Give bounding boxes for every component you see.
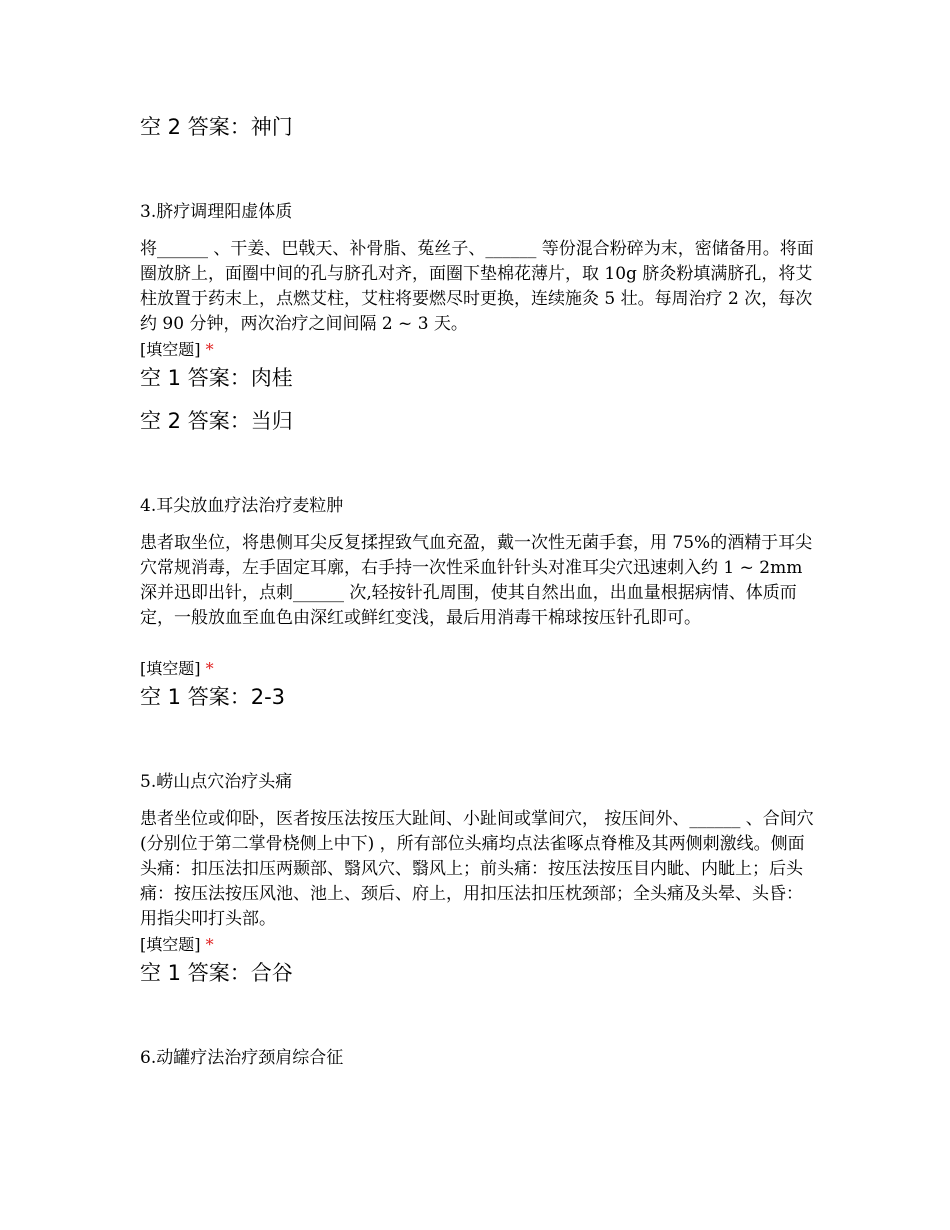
q4-type-label: [填空题] — [140, 659, 201, 678]
q3-type-label: [填空题] — [140, 340, 201, 359]
q3-title: 3.脐疗调理阳虚体质 — [140, 202, 293, 222]
q4-required-mark: * — [205, 659, 214, 678]
q4-type — [140, 658, 214, 680]
q5-title: 5.崂山点穴治疗头痛 — [140, 772, 293, 792]
q6-title: 6.动罐疗法治疗颈肩综合征 — [140, 1048, 344, 1068]
q3-required-mark: * — [205, 340, 214, 359]
q3-answer-1: 空 1 答案：肉桂 — [140, 366, 293, 390]
q3-answer-2: 空 2 答案：当归 — [140, 409, 293, 433]
q5-answer-1: 空 1 答案：合谷 — [140, 961, 293, 985]
q4-body: 患者取坐位，将患侧耳尖反复揉捏致气血充盈，戴一次性无菌手套，用 75%的酒精于耳尖穴常规消毒，左手固定耳廓，右手持一次性采血针针头对准耳尖穴迅速刺入约 1 ~ 2mm 深并迅即出针，点刺______ 次,轻按针孔周围，使其自然出血，出血量根据病情、体质而定，一般放血至血色由深红或鲜红变浅，最后用消毒干棉球按压针孔即可。 — [140, 533, 813, 628]
q4-title: 4.耳尖放血疗法治疗麦粒肿 — [140, 496, 344, 516]
q3-type — [140, 339, 214, 361]
q2-answer-2: 空 2 答案：神门 — [140, 115, 293, 139]
q4-answer-1: 空 1 答案：2-3 — [140, 685, 286, 709]
q5-type — [140, 934, 214, 956]
q5-body: 患者坐位或仰卧，医者按压法按压大趾间、小趾间或掌间穴， 按压间外、______ 、合间穴 (分别位于第二掌骨桡侧上中下) ，所有部位头痛均点法雀啄点脊椎及其两侧刺激线。侧面头痛：扣压法扣压两颞部、翳风穴、翳风上；前头痛：按压法按压目内眦、内眦上；后头痛：按压法按压风池、池上、颈后、府上，用扣压法扣压枕颈部；全头痛及头晕、头昏：用指尖叩打头部。 — [140, 809, 814, 929]
q5-required-mark: * — [205, 935, 214, 954]
q3-body: 将______ 、干姜、巴戟天、补骨脂、菟丝子、______ 等份混合粉碎为末，密储备用。将面圈放脐上，面圈中间的孔与脐孔对齐，面圈下垫棉花薄片，取 10g 脐灸粉填满脐孔，将艾柱放置于药末上，点燃艾柱，艾柱将要燃尽时更换，连续施灸 5 壮。每周治疗 2 次，每次约 90 分钟，两次治疗之间间隔 2 ~ 3 天。 — [140, 239, 814, 334]
q5-type-label: [填空题] — [140, 935, 201, 954]
